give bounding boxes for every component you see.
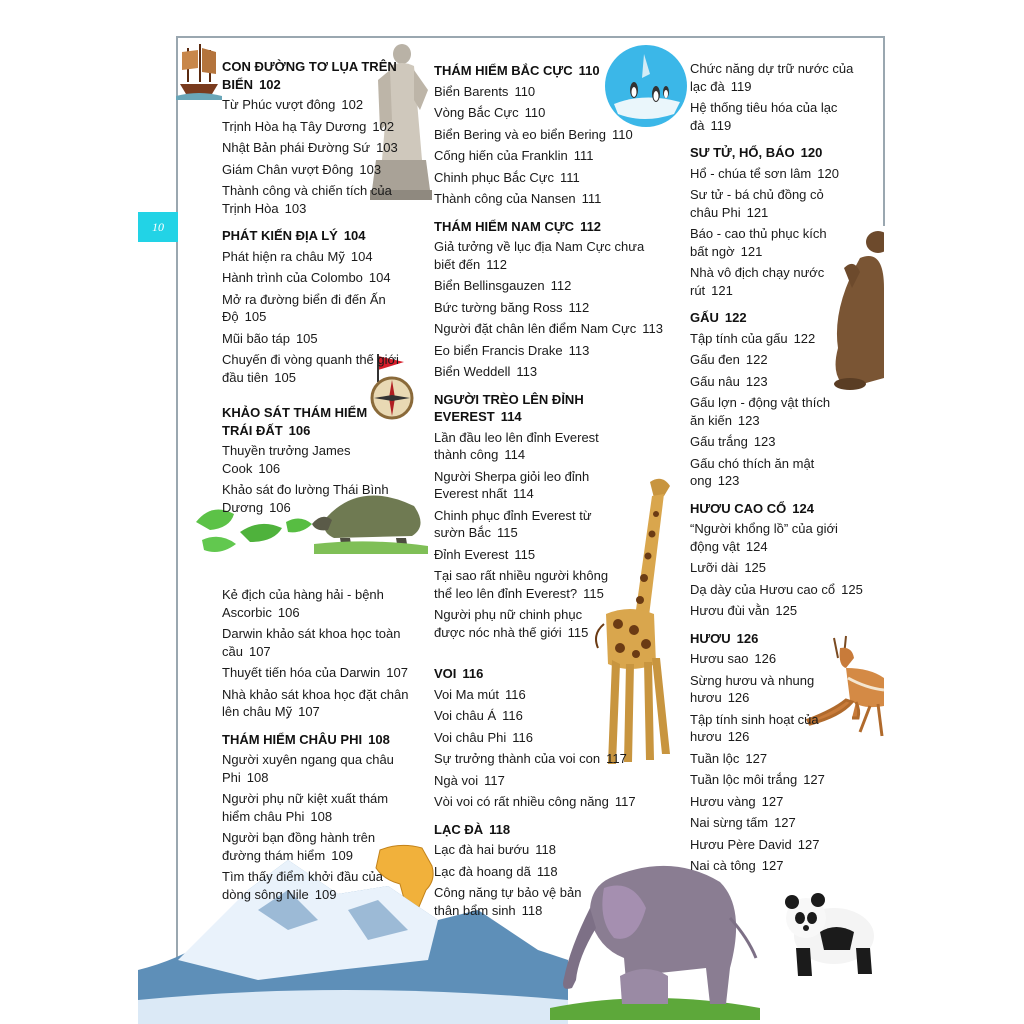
toc-entry[interactable]: Hổ - chúa tể sơn lâm 120 xyxy=(690,165,839,181)
toc-entry[interactable]: Sư tử - bá chủ đồng cỏ châu Phi 121 xyxy=(690,187,824,220)
toc-entry[interactable]: Gấu trắng 123 xyxy=(690,434,776,449)
section-title[interactable]: THÁM HIỂM BẮC CỰC 110 xyxy=(434,63,600,78)
toc-entry[interactable]: Biển Barents 110 xyxy=(434,83,536,99)
toc-section xyxy=(690,60,870,134)
toc-entry[interactable]: Biển Bering và eo biển Bering 110 xyxy=(434,126,633,142)
toc-entry[interactable]: Tập tính của gấu 122 xyxy=(690,330,816,346)
toc-entry[interactable]: Vòng Bắc Cực 110 xyxy=(434,105,546,120)
section-title[interactable]: VOI 116 xyxy=(434,666,484,681)
toc-entry[interactable]: Người đặt chân lên điểm Nam Cực 113 xyxy=(434,321,663,336)
toc-section xyxy=(222,404,412,516)
sailing-ship-icon xyxy=(176,40,222,100)
toc-section xyxy=(222,586,412,721)
toc-section xyxy=(434,218,664,381)
toc-entry[interactable]: Nhà khảo sát khoa học đặt chân lên châu Mỹ 107 xyxy=(222,686,409,719)
toc-entry[interactable]: Sự trưởng thành của voi con 117 xyxy=(434,751,627,766)
toc-entry[interactable]: Giả tưởng về lục địa Nam Cực chưa biết đến 112 xyxy=(434,239,645,272)
toc-entry[interactable]: Lưỡi dài 125 xyxy=(690,560,767,575)
toc-entry[interactable]: Gấu đen 122 xyxy=(690,352,768,367)
toc-section xyxy=(690,144,840,299)
toc-entry[interactable]: Dạ dày của Hươu cao cổ 125 xyxy=(690,581,863,597)
page-frame-right xyxy=(883,36,885,226)
toc-entry[interactable]: Gấu chó thích ăn mật ong 123 xyxy=(690,455,815,488)
toc-entry[interactable]: Tuần lộc môi trắng 127 xyxy=(690,772,825,787)
toc-entry[interactable]: Kẻ địch của hàng hải - bệnh Ascorbic 106 xyxy=(222,587,384,620)
toc-entry[interactable]: Tại sao rất nhiều người không thể leo lên đỉnh Everest? 115 xyxy=(434,568,609,601)
toc-section xyxy=(222,731,412,904)
toc-entry[interactable]: Lạc đà hoang dã 118 xyxy=(434,863,558,879)
toc-entry[interactable]: Hươu đùi vằn 125 xyxy=(690,603,798,618)
toc-entry[interactable]: Gấu lợn - động vật thích ăn kiến 123 xyxy=(690,395,831,428)
section-title[interactable]: HƯƠU CAO CỔ 124 xyxy=(690,500,814,516)
toc-column-2 xyxy=(434,62,664,929)
section-title[interactable]: THÁM HIỂM NAM CỰC 112 xyxy=(434,218,602,234)
toc-entry[interactable]: Thành công và chiến tích của Trịnh Hòa 103 xyxy=(222,183,392,216)
section-title[interactable]: GẤU 122 xyxy=(690,310,747,325)
toc-entry[interactable]: Mũi bão táp 105 xyxy=(222,330,318,346)
toc-entry[interactable]: Hươu vàng 127 xyxy=(690,793,784,809)
toc-entry[interactable]: Mở ra đường biển đi đến Ấn Độ 105 xyxy=(222,291,386,324)
toc-entry[interactable]: Người Sherpa giỏi leo đỉnh Everest nhất 114 xyxy=(434,468,590,501)
toc-entry[interactable]: Người xuyên ngang qua châu Phi 108 xyxy=(222,752,394,785)
toc-entry[interactable]: Nai cà tông 127 xyxy=(690,858,784,873)
section-title[interactable]: CON ĐƯỜNG TƠ LỤA TRÊN BIỂN 102 xyxy=(222,59,397,92)
toc-section xyxy=(434,391,614,642)
toc-section xyxy=(690,309,840,490)
toc-entry[interactable]: Hươu sao 126 xyxy=(690,651,777,666)
toc-entry[interactable]: Tuần lộc 127 xyxy=(690,750,768,766)
toc-section xyxy=(222,227,412,386)
toc-entry[interactable]: Phát hiện ra châu Mỹ 104 xyxy=(222,248,373,264)
toc-section xyxy=(690,500,870,620)
toc-column-1 xyxy=(222,58,412,913)
toc-entry[interactable]: Tập tính sinh hoạt của hươu 126 xyxy=(690,711,819,744)
toc-entry[interactable]: Hành trình của Colombo 104 xyxy=(222,270,391,285)
toc-entry[interactable]: Đỉnh Everest 115 xyxy=(434,546,536,562)
toc-entry[interactable]: Bức tường băng Ross 112 xyxy=(434,299,590,315)
toc-entry[interactable]: Chinh phục đỉnh Everest từ sườn Bắc 115 xyxy=(434,507,592,540)
section-title[interactable]: SƯ TỬ, HỔ, BÁO 120 xyxy=(690,145,823,160)
toc-entry[interactable]: Voi châu Phi 116 xyxy=(434,729,534,745)
toc-entry[interactable]: Ngà voi 117 xyxy=(434,772,505,788)
toc-entry[interactable]: Voi Ma mút 116 xyxy=(434,686,526,702)
toc-column-3 xyxy=(690,60,870,885)
toc-entry[interactable]: Khảo sát đo lường Thái Bình Dương 106 xyxy=(222,482,389,515)
toc-entry[interactable]: Báo - cao thủ phục kích bất ngờ 121 xyxy=(690,226,827,259)
toc-entry[interactable]: Hươu Père David 127 xyxy=(690,836,820,852)
toc-entry[interactable]: Voi châu Á 116 xyxy=(434,708,523,723)
toc-section xyxy=(434,821,584,920)
toc-entry[interactable]: Giám Chân vượt Đông 103 xyxy=(222,161,382,177)
page-number: 10 xyxy=(152,219,164,234)
toc-entry[interactable]: Lần đầu leo lên đỉnh Everest thành công 114 xyxy=(434,429,599,462)
toc-entry[interactable]: Thuyết tiến hóa của Darwin 107 xyxy=(222,665,408,680)
section-title[interactable]: THÁM HIỂM CHÂU PHI 108 xyxy=(222,731,390,747)
toc-section xyxy=(690,630,825,875)
toc-entry[interactable]: Trịnh Hòa hạ Tây Dương 102 xyxy=(222,118,395,134)
toc-entry[interactable]: Từ Phúc vượt đông 102 xyxy=(222,97,364,112)
page-number-tab xyxy=(138,212,178,242)
toc-entry[interactable]: Gấu nâu 123 xyxy=(690,373,768,389)
panda-icon xyxy=(780,892,880,982)
section-title[interactable]: KHẢO SÁT THÁM HIỂM TRÁI ĐẤT 106 xyxy=(222,405,368,438)
toc-entry[interactable]: Chinh phục Bắc Cực 111 xyxy=(434,169,580,185)
section-title[interactable]: HƯƠU 126 xyxy=(690,630,759,646)
toc-entry[interactable]: Cống hiến của Franklin 111 xyxy=(434,148,594,163)
toc-entry[interactable]: Biển Bellinsgauzen 112 xyxy=(434,278,572,293)
toc-entry[interactable]: Vòi voi có rất nhiều công năng 117 xyxy=(434,794,636,809)
toc-entry[interactable]: Chuyến đi vòng quanh thế giới đầu tiên 105 xyxy=(222,352,399,385)
section-title[interactable]: NGƯỜI TRÈO LÊN ĐỈNH EVEREST 114 xyxy=(434,391,584,424)
section-title[interactable]: PHÁT KIẾN ĐỊA LÝ 104 xyxy=(222,228,366,243)
toc-entry[interactable]: Nhật Bản phái Đường Sứ 103 xyxy=(222,140,398,155)
toc-entry[interactable]: Sừng hươu và nhung hươu 126 xyxy=(690,672,815,705)
toc-entry[interactable]: Người phụ nữ chinh phục được nóc nhà thế giới 115 xyxy=(434,607,589,640)
toc-entry[interactable]: Lạc đà hai bướu 118 xyxy=(434,842,557,857)
toc-entry[interactable]: Tìm thấy điểm khởi đầu của dòng sông Nile 109 xyxy=(222,869,383,902)
toc-entry[interactable]: Nhà vô địch chạy nước rút 121 xyxy=(690,265,825,298)
toc-entry[interactable]: Thuyền trưởng James Cook 106 xyxy=(222,443,351,476)
page-frame-top xyxy=(176,36,884,38)
toc-entry[interactable]: Công năng tự bảo vệ bản thân bẩm sinh 118 xyxy=(434,885,582,918)
section-title[interactable]: LẠC ĐÀ 118 xyxy=(434,821,511,837)
toc-entry[interactable]: Người bạn đồng hành trên đường thám hiểm 109 xyxy=(222,830,376,863)
toc-entry[interactable]: Chức năng dự trữ nước của lạc đà 119 xyxy=(690,61,854,94)
toc-entry[interactable]: Người phụ nữ kiệt xuất thám hiểm châu Phi 108 xyxy=(222,791,389,824)
toc-entry[interactable]: Thành công của Nansen 111 xyxy=(434,191,602,206)
toc-entry[interactable]: Nai sừng tấm 127 xyxy=(690,815,796,830)
toc-entry[interactable]: “Người khổng lồ” của giới động vật 124 xyxy=(690,521,838,554)
toc-section xyxy=(222,58,412,217)
toc-entry[interactable]: Biển Weddell 113 xyxy=(434,364,538,379)
toc-entry[interactable]: Darwin khảo sát khoa học toàn cầu 107 xyxy=(222,626,401,659)
toc-section xyxy=(434,665,664,811)
toc-entry[interactable]: Eo biển Francis Drake 113 xyxy=(434,342,590,358)
toc-section xyxy=(434,62,664,208)
toc-entry[interactable]: Hệ thống tiêu hóa của lạc đà 119 xyxy=(690,100,838,133)
